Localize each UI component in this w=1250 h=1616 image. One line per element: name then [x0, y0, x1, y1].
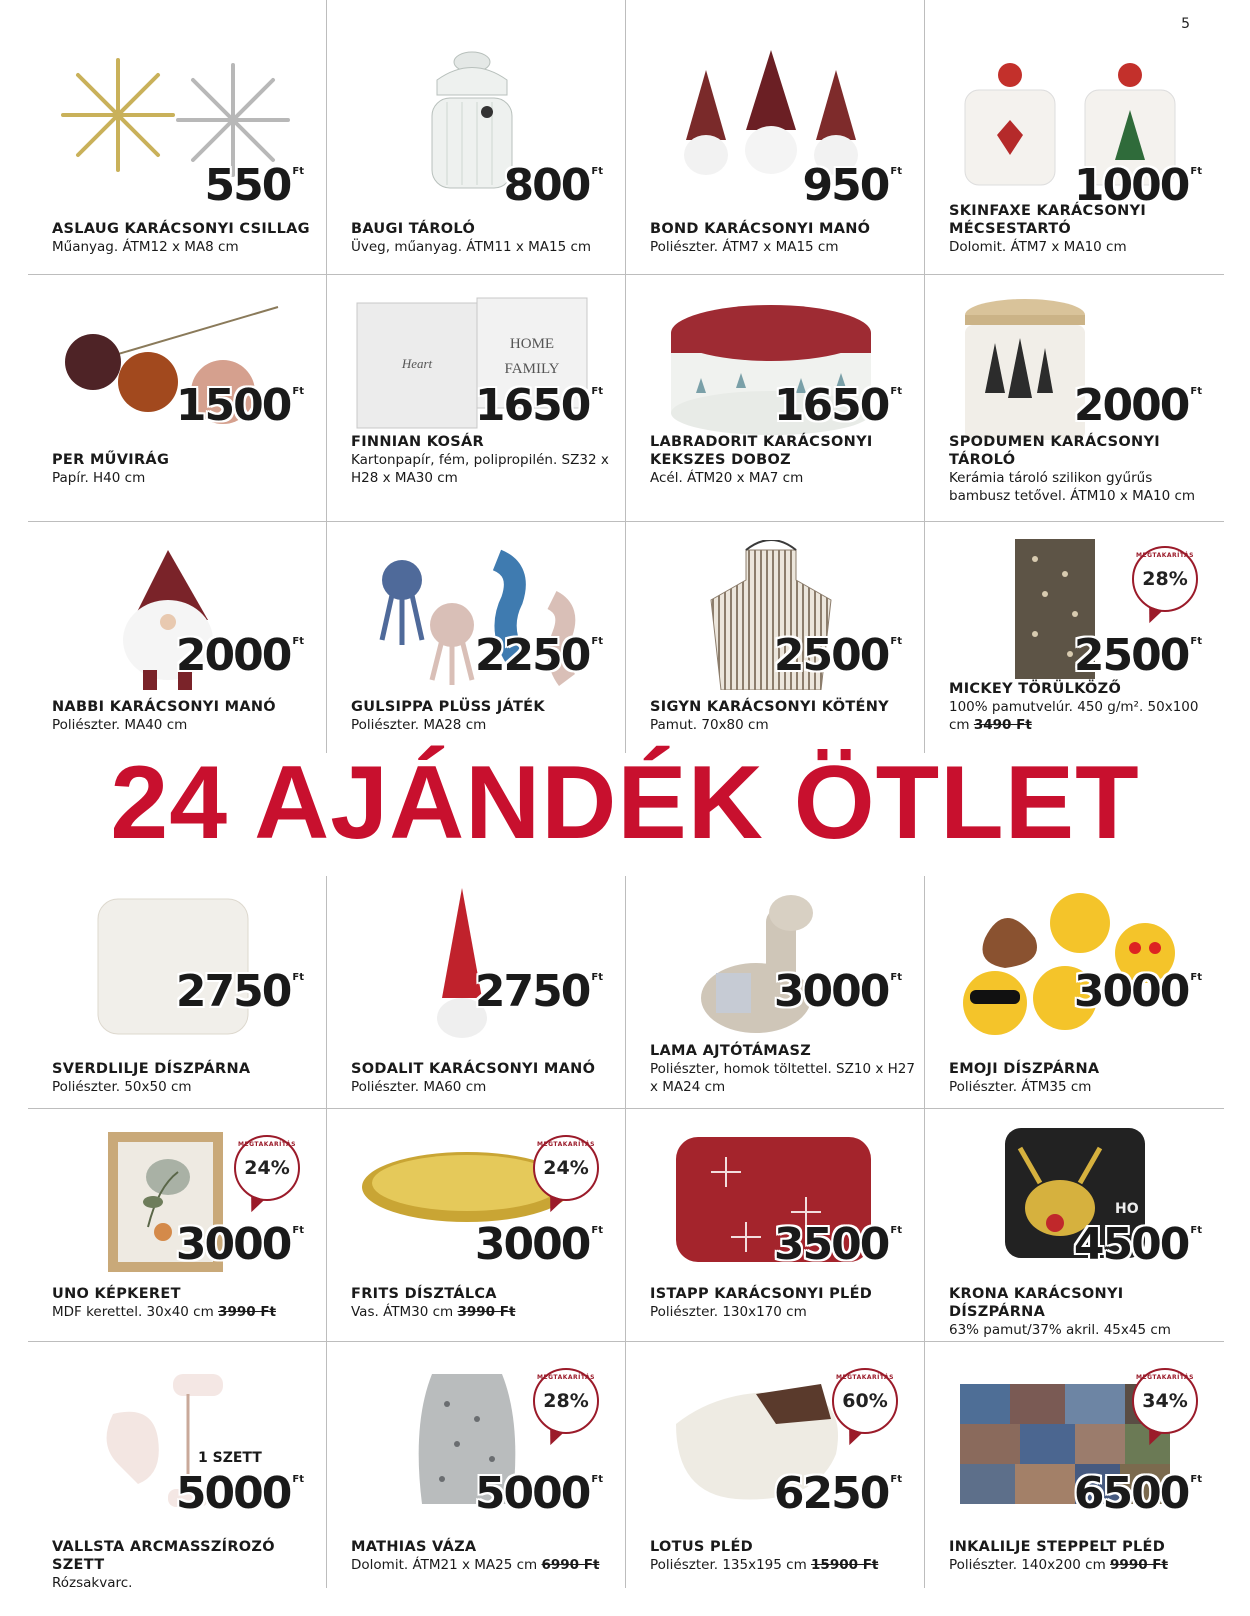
price: 4500 $^{Ft}$	[1073, 1219, 1202, 1270]
headline: 24 AJÁNDÉK ÖTLET	[110, 745, 1140, 861]
product-desc: Rózsakvarc.	[52, 1575, 133, 1591]
price: 6500 $^{Ft}$	[1073, 1468, 1202, 1519]
product-desc: Dolomit. ÁTM7 x MA10 cm	[949, 239, 1127, 255]
discount-badge: MEGTAKARÍTÁS 34%	[1132, 1368, 1198, 1434]
product-name: KRONA KARÁCSONYI DÍSZPÁRNA	[949, 1286, 1124, 1320]
price: 2000 $^{Ft}$	[175, 630, 304, 681]
product-card[interactable]	[925, 1109, 1224, 1342]
svg-text:Heart: Heart	[401, 356, 433, 371]
product-grid-top	[28, 0, 1224, 753]
old-price: 3490 Ft	[973, 717, 1032, 733]
product-desc: 100% pamutvelúr. 450 g/m². 50x100 cm 3490 Ft	[949, 699, 1199, 733]
product-name: SODALIT KARÁCSONYI MANÓ	[351, 1061, 596, 1077]
product-desc: Műanyag. ÁTM12 x MA8 cm	[52, 239, 239, 255]
old-price: 9990 Ft	[1110, 1557, 1168, 1573]
svg-text:HOME: HOME	[509, 336, 555, 352]
product-card[interactable]	[626, 275, 925, 522]
price: 2500 $^{Ft}$	[773, 630, 902, 681]
price: 1500 $^{Ft}$	[175, 380, 304, 431]
product-name: LOTUS PLÉD	[650, 1539, 754, 1555]
price: 2500 $^{Ft}$	[1073, 630, 1202, 681]
price: 5000 $^{Ft}$	[474, 1468, 603, 1519]
product-name: BOND KARÁCSONYI MANÓ	[650, 221, 871, 237]
product-desc: Acél. ÁTM20 x MA7 cm	[650, 470, 804, 486]
price: 3000 $^{Ft}$	[1073, 966, 1202, 1017]
discount-badge: MEGTAKARÍTÁS 24%	[234, 1135, 300, 1201]
discount-badge: MEGTAKARÍTÁS 28%	[533, 1368, 599, 1434]
price: 1650 $^{Ft}$	[474, 380, 603, 431]
product-desc: Kartonpapír, fém, polipropilén. SZ32 x H28 x MA30 cm	[351, 452, 609, 486]
product-name: EMOJI DÍSZPÁRNA	[949, 1061, 1100, 1077]
discount-badge: MEGTAKARÍTÁS 24%	[533, 1135, 599, 1201]
product-name: MATHIAS VÁZA	[351, 1539, 477, 1555]
product-card[interactable]	[925, 1342, 1224, 1588]
product-grid-bottom	[28, 876, 1224, 1591]
product-name: UNO KÉPKERET	[52, 1286, 181, 1302]
product-name: PER MŰVIRÁG	[52, 452, 170, 468]
price: 550 $^{Ft}$	[204, 160, 304, 211]
product-card[interactable]	[327, 0, 626, 275]
old-price: 3990 Ft	[218, 1304, 276, 1320]
product-name: SIGYN KARÁCSONYI KÖTÉNY	[650, 699, 889, 715]
price: 3000 $^{Ft}$	[474, 1219, 603, 1270]
product-name: SPODUMEN KARÁCSONYI TÁROLÓ	[949, 434, 1160, 468]
product-desc: Poliészter. 140x200 cm 9990 Ft	[949, 1557, 1168, 1573]
discount-badge: MEGTAKARÍTÁS 60%	[832, 1368, 898, 1434]
product-desc: Poliészter. 135x195 cm 15900 Ft	[650, 1557, 879, 1573]
product-desc: MDF kerettel. 30x40 cm 3990 Ft	[52, 1304, 276, 1320]
product-desc: Papír. H40 cm	[52, 470, 146, 486]
set-label: 1 SZETT	[198, 1450, 262, 1466]
product-card[interactable]	[327, 876, 626, 1109]
product-desc: Vas. ÁTM30 cm 3990 Ft	[351, 1304, 516, 1320]
old-price: 3990 Ft	[457, 1304, 516, 1320]
product-card[interactable]	[327, 275, 626, 522]
product-desc: 63% pamut/37% akril. 45x45 cm	[949, 1322, 1171, 1338]
product-name: LAMA AJTÓTÁMASZ	[650, 1043, 812, 1059]
price: 5000 $^{Ft}$	[175, 1468, 304, 1519]
product-card[interactable]	[28, 876, 327, 1109]
price: 6250 $^{Ft}$	[773, 1468, 902, 1519]
product-desc: Kerámia tároló szilikon gyűrűs bambusz tetővel. ÁTM10 x MA10 cm	[949, 470, 1196, 504]
product-card[interactable]	[925, 0, 1224, 275]
product-desc: Üveg, műanyag. ÁTM11 x MA15 cm	[351, 239, 592, 255]
product-card[interactable]	[327, 1342, 626, 1588]
product-name: SVERDLILJE DÍSZPÁRNA	[52, 1061, 251, 1077]
product-desc: Poliészter. MA28 cm	[351, 717, 487, 733]
product-name: SKINFAXE KARÁCSONYI MÉCSESTARTÓ	[949, 203, 1147, 237]
product-name: GULSIPPA PLÜSS JÁTÉK	[351, 699, 545, 715]
product-desc: Poliészter. MA40 cm	[52, 717, 188, 733]
product-desc: Poliészter. ÁTM7 x MA15 cm	[650, 239, 839, 255]
product-name: NABBI KARÁCSONYI MANÓ	[52, 699, 276, 715]
price: 1000 $^{Ft}$	[1073, 160, 1202, 211]
price: 1650 $^{Ft}$	[773, 380, 902, 431]
price: 2750 $^{Ft}$	[474, 966, 603, 1017]
product-card[interactable]	[28, 522, 327, 753]
product-desc: Poliészter. 50x50 cm	[52, 1079, 192, 1095]
product-card[interactable]	[626, 1342, 925, 1588]
page-number: 5	[1181, 16, 1190, 32]
product-card[interactable]	[28, 0, 327, 275]
product-name: BAUGI TÁROLÓ	[351, 221, 476, 237]
product-name: FRITS DÍSZTÁLCA	[351, 1286, 497, 1302]
product-card[interactable]	[626, 1109, 925, 1342]
product-card[interactable]	[626, 876, 925, 1109]
product-name: MICKEY TÖRÜLKÖZŐ	[949, 681, 1122, 697]
price: 2250 $^{Ft}$	[474, 630, 603, 681]
product-card[interactable]	[327, 1109, 626, 1342]
product-desc: Pamut. 70x80 cm	[650, 717, 769, 733]
svg-text:HO: HO	[1115, 1201, 1139, 1217]
product-name: VALLSTA ARCMASSZÍROZÓ SZETT	[52, 1539, 275, 1573]
product-card[interactable]	[925, 876, 1224, 1109]
product-name: ISTAPP KARÁCSONYI PLÉD	[650, 1286, 873, 1302]
price: 2000 $^{Ft}$	[1073, 380, 1202, 431]
product-desc: Poliészter. ÁTM35 cm	[949, 1079, 1092, 1095]
product-desc: Dolomit. ÁTM21 x MA25 cm 6990 Ft	[351, 1557, 600, 1573]
svg-text:FAMILY: FAMILY	[504, 361, 560, 377]
product-name: ASLAUG KARÁCSONYI CSILLAG	[52, 221, 310, 237]
product-card[interactable]	[28, 1342, 327, 1591]
product-name: FINNIAN KOSÁR	[351, 434, 485, 450]
product-card[interactable]	[925, 522, 1224, 753]
product-card[interactable]	[327, 522, 626, 753]
product-card[interactable]	[28, 1109, 327, 1342]
product-desc: Poliészter. MA60 cm	[351, 1079, 487, 1095]
price: 3000 $^{Ft}$	[175, 1219, 304, 1270]
price: 950 $^{Ft}$	[802, 160, 902, 211]
price: 2750 $^{Ft}$	[175, 966, 304, 1017]
price: 800 $^{Ft}$	[503, 160, 603, 211]
product-name: LABRADORIT KARÁCSONYI KEKSZES DOBOZ	[650, 434, 873, 468]
product-card[interactable]	[28, 275, 327, 522]
product-desc: Poliészter, homok töltettel. SZ10 x H27 x MA24 cm	[650, 1061, 915, 1095]
discount-badge: MEGTAKARÍTÁS 28%	[1132, 546, 1198, 612]
product-card[interactable]	[626, 522, 925, 753]
old-price: 15900 Ft	[811, 1557, 879, 1573]
product-desc: Poliészter. 130x170 cm	[650, 1304, 807, 1320]
old-price: 6990 Ft	[541, 1557, 600, 1573]
price: 3000 $^{Ft}$	[773, 966, 902, 1017]
price: 3500 $^{Ft}$	[773, 1219, 902, 1270]
product-card[interactable]	[925, 275, 1224, 522]
product-name: INKALILJE STEPPELT PLÉD	[949, 1539, 1166, 1555]
product-card[interactable]	[626, 0, 925, 275]
